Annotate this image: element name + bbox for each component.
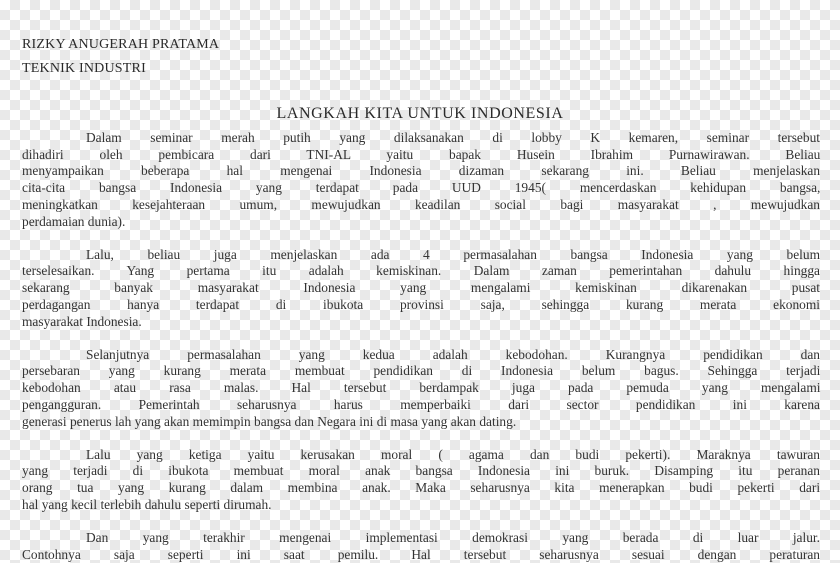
paragraph-line: kebodohan atau rasa malas. Hal tersebut berdampak juga pada pemuda yang mengalami [22,380,821,396]
paragraph-line: terselesaikan. Yang pertama itu adalah kemiskinan. Dalam zaman pemerintahan dahulu hingga [22,263,820,279]
paragraph-line: perdagangan hanya terdapat di ibukota provinsi saja, sehingga kurang merata ekonomi [22,296,820,312]
department-name: TEKNIK INDUSTRI [22,61,146,76]
paragraph-5 [22,530,820,563]
paragraph-line: perdamaian dunia). [22,213,126,229]
paragraph-line: Contohnya saja seperti ini saat pemilu. Hal tersebut seharusnya sesuai dengan peraturan [22,546,820,562]
paragraph-2 [22,247,820,331]
paragraph-3 [22,347,820,431]
paragraph-line: pengangguran. Pemerintah seharusnya harus memperbaiki dari sector pendidikan ini karena [22,396,820,412]
paragraph-line: Lalu yang ketiga yaitu kerusakan moral ( agama dan budi pekerti). Maraknya tawuran [86,446,820,462]
paragraph-line: generasi penerus lah yang akan memimpin bangsa dan Negara ini di masa yang akan dating. [22,413,517,429]
paragraph-line: masyarakat Indonesia. [22,313,142,329]
document-title: LANGKAH KITA UNTUK INDONESIA [276,105,564,122]
paragraph-line: hal yang kecil terlebih dahulu seperti dirumah. [22,496,272,512]
paragraph-line: Lalu, beliau juga menjelaskan ada 4 permasalahan bangsa Indonesia yang belum [86,246,820,262]
paragraph-line: dihadiri oleh pembicara dari TNI-AL yaitu bapak Husein Ibrahim Purnawirawan. Beliau [22,146,821,162]
paragraph-line: meningkatkan kesejahteraan umum, mewujudkan keadilan social bagi masyarakat , mewujudkan [22,196,820,212]
paragraph-line: sekarang banyak masyarakat Indonesia yang mengalami kemiskinan dikarenakan pusat [22,280,821,296]
paragraph-line: Dalam seminar merah putih yang dilaksanakan di lobby K kemaren, seminar tersebut [86,130,820,145]
paragraph-line: Dan yang terakhir mengenai implementasi demokrasi yang berada di luar jalur. [86,530,820,546]
author-name: RIZKY ANUGERAH PRATAMA [22,37,220,52]
document-body [22,130,820,563]
paragraph-1 [22,130,820,230]
paragraph-line: menyampaikan beberapa hal mengenai Indonesia dizaman sekarang ini. Beliau menjelaskan [22,163,821,179]
paragraph-line: orang tua yang kurang dalam membina anak. Maka seharusnya kita menerapkan budi pekerti dari [22,480,821,496]
paragraph-line: yang terjadi di ibukota membuat moral anak bangsa Indonesia ini buruk. Disamping itu peranan [22,463,820,479]
paragraph-line: persebaran yang kurang merata membuat pendidikan di Indonesia belum bagus. Sehingga terjadi [22,363,821,379]
paragraph-line: cita-cita bangsa Indonesia yang terdapat pada UUD 1945( mencerdaskan kehidupan bangsa, [22,180,821,196]
paragraph-line: Selanjutnya permasalahan yang kedua adalah kebodohan. Kurangnya pendidikan dan [86,346,820,362]
paragraph-4 [22,447,820,514]
